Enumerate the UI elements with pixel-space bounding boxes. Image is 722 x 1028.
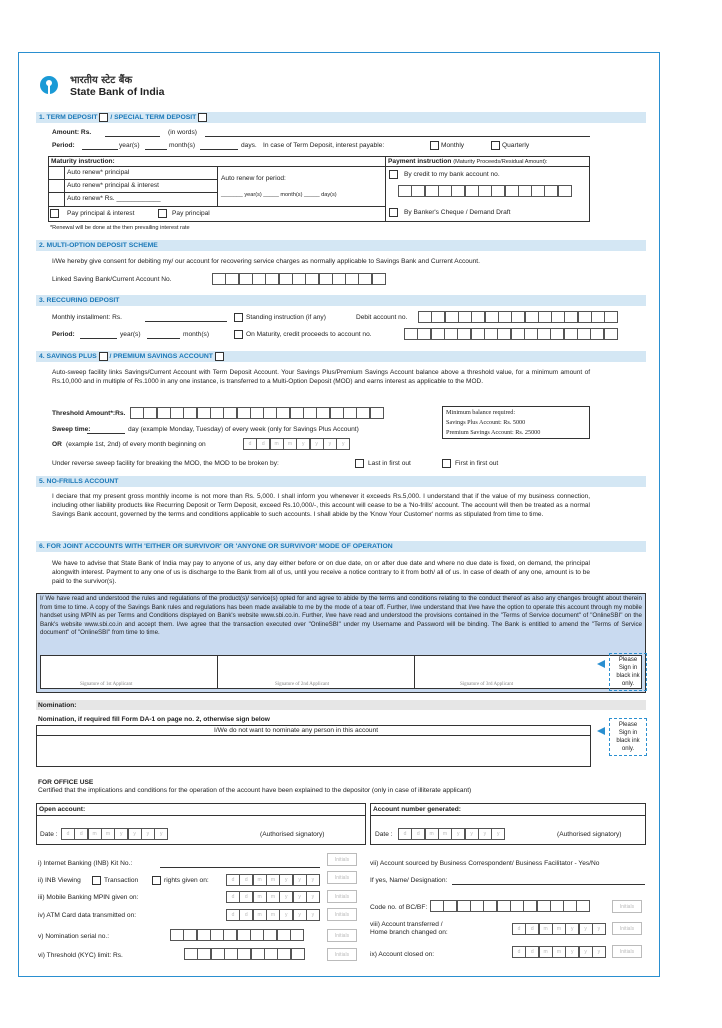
initials-box-4[interactable]: Initials: [327, 908, 357, 921]
inb-viewing-label: ii) INB Viewing: [38, 877, 81, 884]
sign-black-ink-note-2: Please Sign in black ink only.: [609, 718, 647, 756]
period-label: Period:: [52, 142, 75, 149]
initials-box-9[interactable]: Initials: [612, 945, 642, 958]
auto-renew-amount[interactable]: Auto renew* Rs. ____________: [67, 195, 161, 202]
office-use-title: FOR OFFICE USE: [38, 779, 94, 786]
transferred-date-boxes[interactable]: d d m m y y y: [512, 923, 605, 935]
amount-words-field[interactable]: [205, 136, 590, 137]
reverse-sweep-label: Under reverse sweep facility for breaking the MOD, the MOD to be broken by:: [52, 460, 279, 467]
section-term-deposit: 1. TERM DEPOSIT / SPECIAL TERM DEPOSIT: [36, 112, 646, 123]
premium-savings-checkbox[interactable]: [215, 352, 224, 361]
min-balance-ps: Premium Savings Account: Rs. 25000: [446, 429, 541, 436]
inb-transaction-label: Transaction: [104, 877, 139, 884]
payment-title: Payment instruction (Maturity Proceeds/Residual Amount):: [388, 158, 548, 165]
or-text: (example 1st, 2nd) of every month beginning on: [66, 441, 206, 448]
rd-year-label: year(s): [120, 331, 141, 338]
quarterly-label: Quarterly: [502, 142, 530, 149]
or-label: OR: [52, 441, 62, 448]
initials-box-7[interactable]: Initials: [612, 900, 642, 913]
debit-account-label: Debit account no.: [356, 314, 408, 321]
maturity-credit-checkbox[interactable]: [234, 330, 243, 339]
amount-field[interactable]: [105, 136, 160, 137]
open-date-label: Date :: [40, 831, 58, 838]
signature-1st-applicant[interactable]: Signature of 1st Applicant: [80, 682, 133, 687]
rd-month-field[interactable]: [147, 338, 180, 339]
period-days-field[interactable]: [200, 149, 238, 150]
auto-sweep-text: Auto-sweep facility links Savings/Current Account with Term Deposit Account. Your Savings Plus/Premium Savings Account balance above a threshold value, for a minimum amount of Rs.10,000 and in multiple of Rs.1000 in any one instance, is transferred to a Multi-Option Deposit (MOD) and earns interest as applicable to the MOD.: [52, 369, 590, 385]
signature-3rd-applicant[interactable]: Signature of 3rd Applicant: [460, 682, 514, 687]
cheque-label: By Banker's Cheque / Demand Draft: [404, 209, 511, 216]
section-joint-accounts: 6. FOR JOINT ACCOUNTS WITH 'EITHER OR SURVIVOR' OR 'ANYONE OR SURVIVOR' MODE OF OPERATION: [36, 541, 646, 552]
maturity-account-boxes[interactable]: [404, 328, 617, 340]
sweep-text: day (example Monday, Tuesday) of every week (only for Savings Plus Account): [128, 426, 359, 433]
generated-date-label: Date :: [375, 831, 393, 838]
standing-instruction-label: Standing instruction (if any): [246, 314, 326, 321]
account-closed-label: ix) Account closed on:: [370, 951, 435, 958]
mpin-label: iii) Mobile Banking MPIN given on:: [38, 894, 139, 901]
signature-2nd-applicant[interactable]: Signature of 2nd Applicant: [275, 682, 330, 687]
amount-label: Amount: Rs.: [52, 129, 92, 136]
standing-instruction-checkbox[interactable]: [234, 313, 243, 322]
bank-name-hindi: भारतीय स्टेट बैंक: [70, 75, 133, 86]
account-generated-label: Account number generated:: [373, 806, 461, 813]
initials-box-8[interactable]: Initials: [612, 922, 642, 935]
sweep-start-date-boxes[interactable]: d d m m y y y y: [243, 438, 350, 450]
maturity-title: Maturity instruction:: [51, 158, 115, 165]
threshold-label: Threshold Amount*:Rs.: [52, 410, 126, 417]
arrow-icon: [597, 727, 605, 735]
section-no-frills: 5. NO-FRILLS ACCOUNT: [36, 476, 646, 487]
min-balance-sp: Savings Plus Account: Rs. 5000: [446, 419, 526, 426]
month-label: month(s): [169, 142, 196, 149]
auto-renew-period-label: Auto renew for period:: [221, 175, 286, 182]
nomination-serial-boxes[interactable]: [170, 929, 303, 941]
year-label: year(s): [119, 142, 140, 149]
sweep-label: Sweep time:: [52, 426, 91, 433]
section-savings-plus: 4. SAVINGS PLUS / PREMIUM SAVINGS ACCOUNT: [36, 351, 646, 362]
interest-payable-label: In case of Term Deposit, interest payable:: [263, 142, 385, 149]
rd-month-label: month(s): [183, 331, 210, 338]
maturity-credit-label: On Maturity, credit proceeds to account no.: [246, 331, 372, 338]
installment-label: Monthly installment: Rs.: [52, 314, 122, 321]
open-date-boxes[interactable]: d d m m y y y y: [61, 828, 168, 840]
in-words-label: (in words): [168, 129, 197, 136]
rights-date-boxes[interactable]: d d m m y y y: [226, 874, 319, 886]
initials-box-1[interactable]: Initials: [327, 853, 357, 866]
special-term-deposit-checkbox[interactable]: [198, 113, 207, 122]
home-branch-label: Home branch changed on:: [370, 929, 448, 936]
linked-account-boxes[interactable]: [212, 273, 385, 285]
term-deposit-checkbox[interactable]: [99, 113, 108, 122]
min-balance-title: Minimum balance required:: [446, 409, 516, 416]
linked-account-label: Linked Saving Bank/Current Account No.: [52, 276, 172, 283]
debit-account-boxes[interactable]: [418, 311, 618, 323]
sweep-day-field[interactable]: [87, 433, 125, 434]
atm-date-boxes[interactable]: d d m m y y y: [226, 909, 319, 921]
closed-date-boxes[interactable]: d d m m y y y: [512, 946, 605, 958]
sbi-logo-icon: [40, 76, 58, 94]
monthly-checkbox[interactable]: [430, 141, 439, 150]
inb-transaction-checkbox[interactable]: [152, 876, 161, 885]
bank-name: State Bank of India: [70, 86, 165, 98]
lifo-label: Last in first out: [368, 460, 411, 467]
auto-renew-principal-interest[interactable]: Auto renew* principal & interest: [67, 182, 159, 189]
lifo-checkbox[interactable]: [355, 459, 364, 468]
arrow-icon: [597, 660, 605, 668]
auto-renew-period-fields[interactable]: _______ year(s) _____ month(s) _____ day(s): [221, 192, 337, 198]
bc-code-label: Code no. of BC/BF:: [370, 904, 428, 911]
rights-given-label: rights given on:: [164, 877, 209, 884]
nomination-title: Nomination:: [38, 702, 77, 709]
bc-name-field[interactable]: [452, 884, 645, 885]
bc-sourced-label: vii) Account sourced by Business Correspondent/ Business Facilitator - Yes/No: [370, 860, 600, 867]
atm-card-label: iv) ATM Card data transmitted on:: [38, 912, 137, 919]
mod-consent-text: I/We hereby give consent for debiting my/ our account for recovering service charges as normally applicable to Savings Bank and Current Account.: [52, 258, 480, 265]
open-auth-signatory[interactable]: (Authorised signatory): [260, 831, 325, 838]
section-recurring-deposit: 3. RECCURING DEPOSIT: [36, 295, 646, 306]
initials-box-3[interactable]: Initials: [327, 890, 357, 903]
threshold-boxes[interactable]: [130, 407, 383, 419]
generated-date-boxes[interactable]: d d m m y y y y: [398, 828, 505, 840]
rd-year-field[interactable]: [80, 338, 117, 339]
pay-principal-interest-label: Pay principal & interest: [67, 210, 135, 217]
inb-kit-label: i) Internet Banking (INB) Kit No.:: [38, 860, 133, 867]
cheque-checkbox[interactable]: [389, 208, 398, 217]
days-label: days.: [241, 142, 257, 149]
quarterly-checkbox[interactable]: [491, 141, 500, 150]
open-account-label: Open account:: [39, 806, 86, 813]
declaration-text: I/ We have read and understood the rules and regulations of the product(s)/ service(s) opted for and agree to abide by the terms and conditions relating to the conduct thereof as also any changes brought about therein from time to time. A copy of the Savings Bank rules and regulations has been made available to me by the mode of a tear off. Further, I/we understand that I/we have the option to operate this account through my mobile handset using MPIN as per Terms and Conditions displayed on Bank's website www.sbi.co.in. Further, I/we have read and understood the provisions contained in the "Terms of Service document" of "OnlineSBI" on the Bank's website www.sbi.co.in and accept them. I/we agree that the transaction executed over "OnlineSBI" under my Username and Password will be binding. The Bank is entitled to amend the "Terms of Service document" of "OnlineSBI" from time to time.: [40, 595, 642, 636]
nomination-subtitle: Nomination, if required fill Form DA-1 on page no. 2, otherwise sign below: [38, 716, 270, 723]
inb-kit-field[interactable]: [160, 867, 320, 868]
sign-black-ink-note-1: Please Sign in black ink only.: [609, 653, 647, 691]
initials-box-5[interactable]: Initials: [327, 929, 357, 942]
office-cert-text: Certified that the implications and conditions for the operation of the account have been explained to the depositor (only in case of illiterate applicant): [38, 787, 472, 794]
nomination-serial-label: v) Nomination serial no.:: [38, 933, 110, 940]
no-nomination-text: I/We do not want to nominate any person in this account: [214, 727, 379, 734]
joint-accounts-text: We have to advise that State Bank of India may pay to anyone of us, any day either before or on due date, on or after due date and where no due date is fixed, on demand, the principal alongwith interest. Payment to any one of us is discharge to the Bank from all of us, until you receive a notice contrary to it from both/ all of us. In case of death of any one, amount is to be paid to the survivor(s).: [52, 560, 590, 585]
section-mod-scheme: 2. MULTI-OPTION DEPOSIT SCHEME: [36, 240, 646, 251]
inb-viewing-checkbox[interactable]: [92, 876, 101, 885]
credit-label: By credit to my bank account no.: [404, 171, 500, 178]
bc-code-boxes[interactable]: [430, 900, 590, 912]
pay-principal-label: Pay principal: [172, 210, 210, 217]
mpin-date-boxes[interactable]: d d m m y y y: [226, 891, 319, 903]
kyc-limit-label: vi) Threshold (KYC) limit: Rs.: [38, 952, 123, 959]
pay-p-checkbox[interactable]: [158, 209, 167, 218]
renewal-note: *Renewal will be done at the then prevailing interest rate: [50, 225, 190, 231]
period-year-field[interactable]: [82, 149, 118, 150]
rd-period-label: Period:: [52, 331, 75, 338]
credit-checkbox[interactable]: [389, 170, 398, 179]
fifo-checkbox[interactable]: [442, 459, 451, 468]
period-month-field[interactable]: [145, 149, 167, 150]
installment-field[interactable]: [145, 321, 227, 322]
initials-box-2[interactable]: Initials: [327, 871, 357, 884]
no-frills-text: I deciare that my present gross monthly income is not more than Rs. 5,000. I shall inform you whenever it exceeds Rs.5,000. I understand that if the value of my business connection, including other liability products like Recurring Deposit or Term Deposit, exceed Rs.10,000/-, this account will cease to be a 'No-frills' account. The account will then be treated as a normal Savings Bank account, governed by the terms and conditions applicable to such accounts. I shall abide by the 'Know Your Customer' norms as stipulated from time to time.: [52, 493, 590, 518]
monthly-label: Monthly: [441, 142, 465, 149]
savings-plus-checkbox[interactable]: [99, 352, 108, 361]
auto-renew-principal[interactable]: Auto renew* principal: [67, 169, 130, 176]
kyc-limit-boxes[interactable]: [184, 948, 304, 960]
bc-name-label: If yes, Name/ Designation:: [370, 877, 448, 884]
transferred-label: viii) Account transferred /: [370, 921, 443, 928]
pay-pi-checkbox[interactable]: [50, 209, 59, 218]
initials-box-6[interactable]: Initials: [327, 948, 357, 961]
credit-account-boxes[interactable]: [398, 185, 571, 197]
fifo-label: First in first out: [455, 460, 499, 467]
generated-auth-signatory[interactable]: (Authorised signatory): [557, 831, 622, 838]
